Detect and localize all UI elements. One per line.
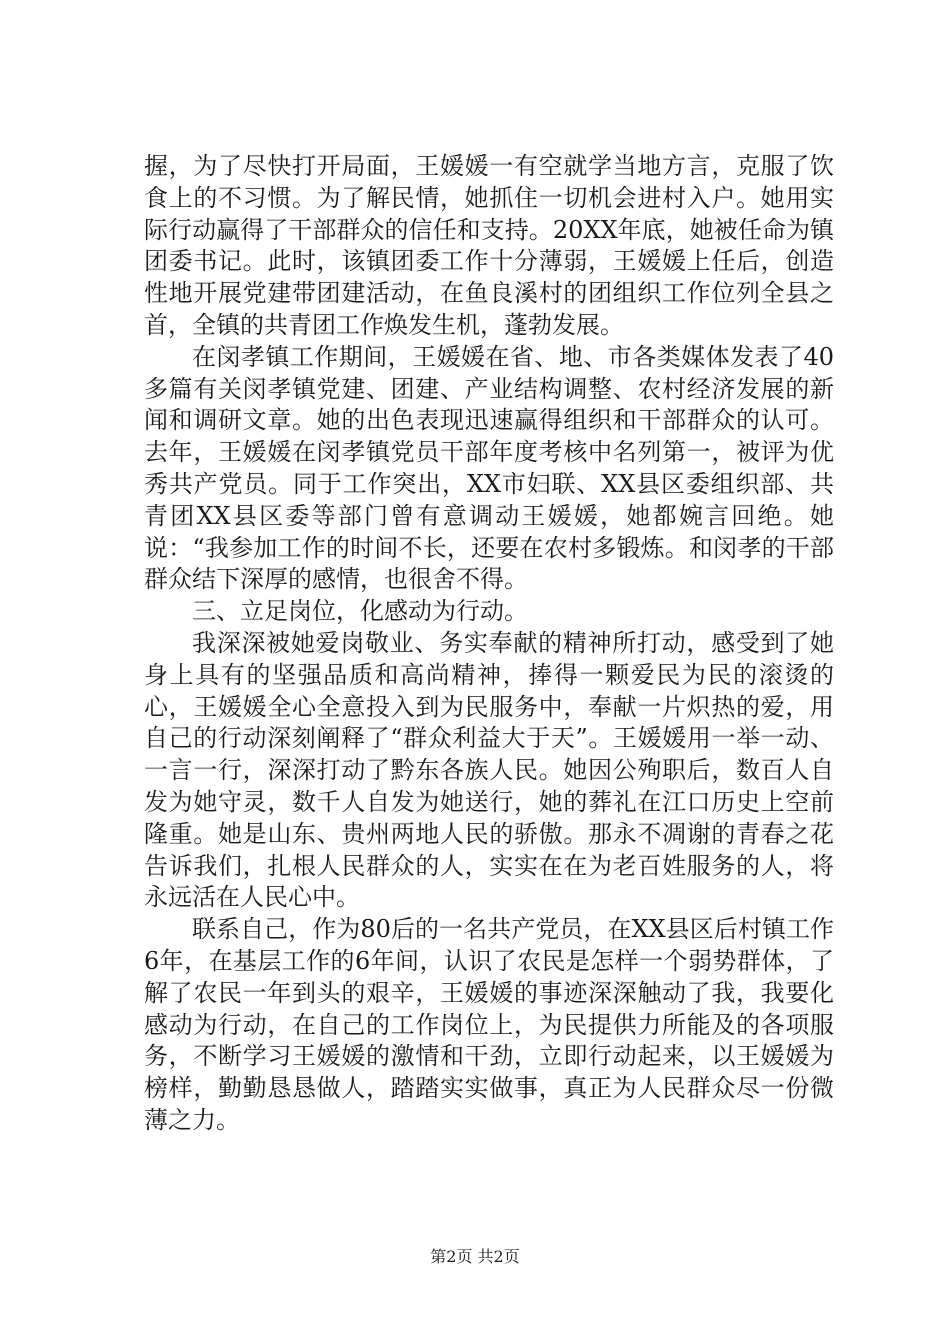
page-number-footer: 第2页 共2页 xyxy=(430,1247,520,1266)
paragraph-self-reflection: 联系自己，作为80后的一名共产党员，在XX县区后村镇工作6年，在基层工作的6年间，认识了农民是怎样一个弱势群体，了解了农民一年到头的艰辛，王媛媛的事迹深深触动了我，我要化感动为行动，在自己的工作岗位上，为民提供力所能及的各项服务，不断学习王媛媛的激情和干劲，立即行动起来，以王媛媛为榜样，勤勤恳恳做人，踏踏实实做事，真正为人民群众尽一份微薄之力。 xyxy=(144,915,834,1134)
paragraph-moved: 我深深被她爱岗敬业、务实奉献的精神所打动，感受到了她身上具有的坚强品质和高尚精神，捧得一颗爱民为民的滚烫的心，王媛媛全心全意投入到为民服务中，奉献一片炽热的爱，用自己的行动深刻阐释了“群众利益大于天”。王媛媛用一举一动、一言一行，深深打动了黔东各族人民。她因公殉职后，数百人自发为她守灵，数千人自发为她送行，她的葬礼在江口历史上空前隆重。她是山东、贵州两地人民的骄傲。那永不凋谢的青春之花告诉我们，扎根人民群众的人，实实在在为老百姓服务的人，将永远活在人民心中。 xyxy=(144,628,834,912)
section-heading-three: 三、立足岗位，化感动为行动。 xyxy=(192,597,528,626)
document-body xyxy=(144,151,834,1137)
paragraph-continued: 握，为了尽快打开局面，王媛媛一有空就学当地方言，克服了饮食上的不习惯。为了解民情，她抓住一切机会进村入户。她用实际行动赢得了干部群众的信任和支持。20XX年底，她被任命为镇团委书记。此时，该镇团委工作十分薄弱，王媛媛上任后，创造性地开展党建带团建活动，在鱼良溪村的团组织工作位列全县之首，全镇的共青团工作焕发生机，蓬勃发展。 xyxy=(144,152,834,339)
paragraph-minxiao-work: 在闵孝镇工作期间，王媛媛在省、地、市各类媒体发表了40多篇有关闵孝镇党建、团建、产业结构调整、农村经济发展的新闻和调研文章。她的出色表现迅速赢得组织和干部群众的认可。去年，王媛媛在闵孝镇党员干部年度考核中名列第一，被评为优秀共产党员。同于工作突出，XX市妇联、XX县区委组织部、共青团XX县区委等部门曾有意调动王媛媛，她都婉言回绝。她说：“我参加工作的时间不长，还要在农村多锻炼。和闵孝的干部群众结下深厚的感情，也很舍不得。 xyxy=(144,342,834,594)
